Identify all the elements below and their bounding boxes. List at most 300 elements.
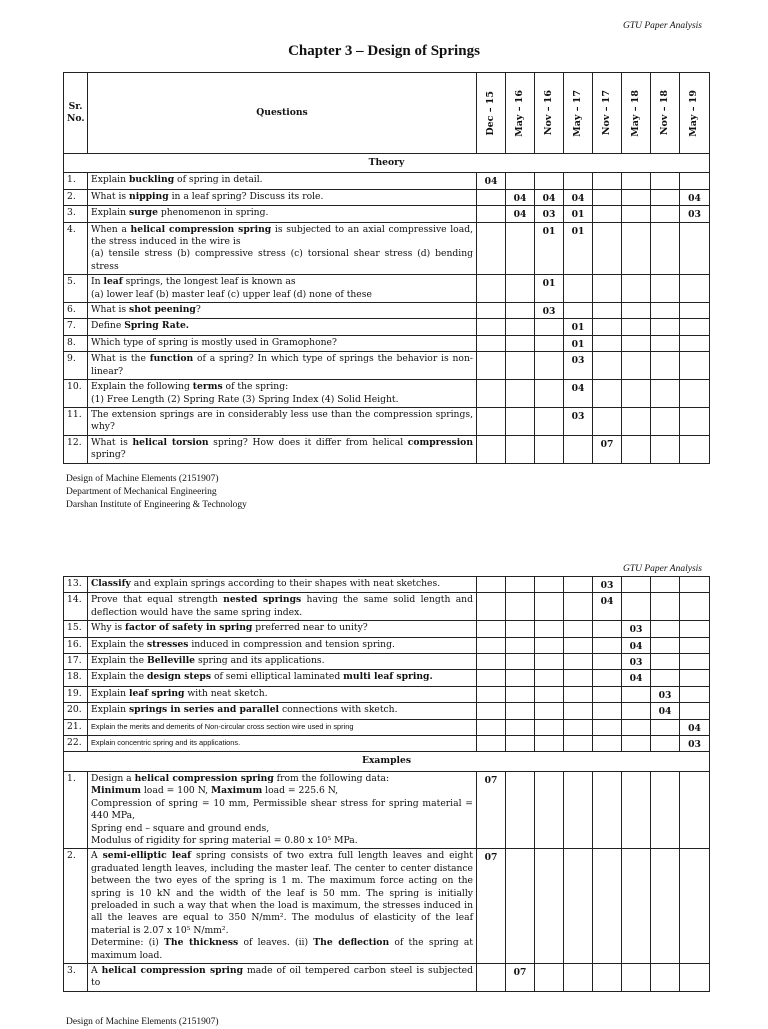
question-keyword: multi leaf spring.: [343, 671, 433, 683]
marks-cell: [651, 319, 680, 335]
marks-cell: [622, 577, 651, 593]
marks-cell: [680, 319, 710, 335]
marks-cell: [477, 736, 506, 752]
marks-cell: [680, 275, 710, 303]
marks-cell: [593, 407, 622, 435]
exam-header: Nov – 18: [651, 73, 680, 154]
table-header-row: [64, 73, 710, 154]
marks-cell: [680, 686, 710, 702]
marks-cell: [593, 189, 622, 205]
marks-cell: [564, 593, 593, 621]
question-fragment: springs, the longest leaf is known as: [122, 276, 296, 288]
marks-cell: [506, 686, 535, 702]
question-fragment: Explain: [91, 687, 129, 699]
question-text: [88, 736, 477, 752]
table-row: [64, 407, 710, 435]
question-fragment: made of oil tempered carbon steel is subjected to: [91, 964, 473, 989]
question-fragment: Why is: [91, 622, 126, 634]
marks-cell: [506, 222, 535, 275]
marks-cell: [622, 771, 651, 848]
marks-cell: 04: [506, 206, 535, 222]
marks-cell: 04: [622, 637, 651, 653]
question-keyword: Classify: [91, 578, 131, 589]
marks-cell: 03: [622, 621, 651, 637]
marks-cell: [535, 654, 564, 670]
marks-cell: 04: [535, 189, 564, 205]
marks-cell: [506, 407, 535, 435]
question-text: [88, 222, 477, 275]
question-keyword: leaf spring: [128, 687, 185, 699]
question-text: [88, 303, 477, 319]
exam-header: May – 19: [680, 73, 710, 154]
question-text: [88, 670, 477, 686]
question-text: [88, 380, 477, 408]
footer-course: Design of Machine Elements (2151907): [66, 1017, 219, 1027]
marks-cell: [651, 303, 680, 319]
marks-cell: [564, 621, 593, 637]
marks-cell: [680, 435, 710, 463]
marks-cell: 03: [651, 686, 680, 702]
marks-cell: [535, 173, 564, 189]
marks-cell: [593, 303, 622, 319]
question-fragment: preferred near to unity?: [252, 622, 368, 634]
question-text: [88, 654, 477, 670]
marks-cell: [477, 303, 506, 319]
question-text: [88, 275, 477, 303]
header-label: GTU Paper Analysis: [623, 21, 702, 31]
sr-number: 2.: [64, 849, 88, 964]
question-text: [88, 593, 477, 621]
marks-cell: [477, 335, 506, 351]
question-keyword: buckling: [128, 174, 175, 186]
question-fragment: In: [91, 276, 104, 288]
sr-number: 2.: [64, 189, 88, 205]
table-row: [64, 849, 710, 964]
exam-header: Nov – 16: [535, 73, 564, 154]
marks-cell: [535, 637, 564, 653]
marks-cell: [506, 435, 535, 463]
question-keyword: leaf: [103, 276, 123, 288]
exam-header: Nov – 17: [593, 73, 622, 154]
question-keyword: The thickness: [164, 937, 239, 949]
marks-cell: [564, 670, 593, 686]
footer-course: Design of Machine Elements (2151907): [66, 474, 219, 484]
question-text: [88, 686, 477, 702]
marks-cell: [506, 303, 535, 319]
marks-cell: [506, 736, 535, 752]
marks-cell: [506, 670, 535, 686]
marks-cell: [680, 222, 710, 275]
marks-cell: [622, 352, 651, 380]
table-row: [64, 963, 710, 991]
marks-cell: [622, 335, 651, 351]
question-fragment: connections with sketch.: [279, 704, 398, 716]
table-row: [64, 703, 710, 719]
table-row: [64, 319, 710, 335]
marks-cell: 03: [564, 407, 593, 435]
question-keyword: springs in series and parallel: [128, 704, 280, 716]
question-fragment: What is the: [91, 353, 150, 365]
table-row: [64, 719, 710, 735]
marks-cell: [622, 593, 651, 621]
question-keyword: Minimum: [91, 785, 141, 797]
marks-cell: [477, 380, 506, 408]
marks-cell: [535, 670, 564, 686]
marks-cell: [593, 736, 622, 752]
marks-cell: [506, 275, 535, 303]
marks-cell: [506, 319, 535, 335]
marks-cell: [622, 407, 651, 435]
marks-cell: [651, 189, 680, 205]
question-fragment: with neat sketch.: [184, 687, 268, 699]
marks-cell: [477, 719, 506, 735]
marks-cell: [651, 380, 680, 408]
table-row: [64, 303, 710, 319]
marks-cell: [651, 771, 680, 848]
sr-number: 19.: [64, 686, 88, 702]
marks-cell: [593, 380, 622, 408]
sr-number: 1.: [64, 771, 88, 848]
question-keyword: compression: [407, 436, 473, 448]
marks-cell: [680, 703, 710, 719]
question-fragment: What is: [91, 436, 133, 448]
marks-cell: [622, 303, 651, 319]
sr-number: 14.: [64, 593, 88, 621]
sr-number: 21.: [64, 719, 88, 735]
marks-cell: [535, 335, 564, 351]
marks-cell: [622, 703, 651, 719]
marks-cell: [593, 637, 622, 653]
marks-cell: [622, 435, 651, 463]
marks-cell: [622, 206, 651, 222]
marks-cell: [564, 435, 593, 463]
marks-cell: 03: [593, 577, 622, 593]
question-fragment: of leaves. (ii): [238, 937, 314, 949]
footer: [66, 473, 247, 512]
sr-number: 6.: [64, 303, 88, 319]
marks-cell: 03: [535, 303, 564, 319]
marks-cell: 07: [477, 849, 506, 964]
marks-cell: [535, 577, 564, 593]
sr-number: 9.: [64, 352, 88, 380]
marks-cell: 03: [622, 654, 651, 670]
question-fragment: spring?: [91, 449, 126, 461]
marks-cell: 04: [564, 189, 593, 205]
question-fragment: Design a: [91, 772, 135, 784]
sr-number: 4.: [64, 222, 88, 275]
question-fragment: A: [91, 850, 103, 862]
marks-cell: [622, 736, 651, 752]
question-text: [88, 352, 477, 380]
question-keyword: stresses: [146, 638, 189, 650]
marks-cell: [651, 736, 680, 752]
marks-cell: [564, 686, 593, 702]
marks-cell: [477, 593, 506, 621]
marks-cell: [564, 303, 593, 319]
table-row: [64, 352, 710, 380]
marks-cell: [593, 621, 622, 637]
question-fragment: What is: [91, 190, 130, 202]
marks-cell: [680, 303, 710, 319]
question-fragment: spring and its applications.: [195, 655, 325, 667]
marks-cell: [593, 206, 622, 222]
question-keyword: nested springs: [223, 594, 302, 606]
marks-cell: [506, 352, 535, 380]
question-fragment: of semi elliptical laminated: [211, 671, 344, 683]
marks-cell: [477, 686, 506, 702]
table-row: [64, 189, 710, 205]
table-row: [64, 222, 710, 275]
header-label: GTU Paper Analysis: [623, 564, 702, 574]
question-text: [88, 703, 477, 719]
question-text: [88, 771, 477, 848]
questions-table: [63, 72, 710, 464]
marks-cell: [593, 335, 622, 351]
marks-cell: [680, 963, 710, 991]
marks-cell: [593, 352, 622, 380]
question-keyword: Belleville: [146, 655, 196, 667]
question-text: [88, 637, 477, 653]
sr-number: 16.: [64, 637, 88, 653]
marks-cell: [535, 593, 564, 621]
marks-cell: [651, 577, 680, 593]
question-fragment: Determine: (i): [91, 937, 165, 949]
marks-cell: [535, 686, 564, 702]
question-fragment: induced in compression and tension spring.: [188, 638, 395, 650]
question-fragment: Compression of spring = 10 mm, Permissible shear stress for spring material = 440 MPa,: [91, 797, 473, 822]
marks-cell: [564, 275, 593, 303]
marks-cell: [506, 173, 535, 189]
question-text: [88, 963, 477, 991]
marks-cell: [593, 703, 622, 719]
question-fragment: of the spring at maximum load.: [91, 937, 474, 961]
marks-cell: 01: [564, 319, 593, 335]
marks-cell: [680, 593, 710, 621]
marks-cell: 04: [506, 189, 535, 205]
question-fragment: (a) lower leaf (b) master leaf (c) upper leaf (d) none of these: [91, 288, 372, 300]
marks-cell: [680, 670, 710, 686]
sr-number: 22.: [64, 736, 88, 752]
question-text: [88, 435, 477, 463]
question-fragment: load = 100 N,: [140, 785, 211, 797]
marks-cell: 01: [535, 222, 564, 275]
marks-cell: [680, 407, 710, 435]
marks-cell: 03: [535, 206, 564, 222]
sr-number: 1.: [64, 173, 88, 189]
question-fragment: Define: [91, 320, 125, 332]
marks-cell: [477, 577, 506, 593]
marks-cell: [651, 352, 680, 380]
marks-cell: [477, 654, 506, 670]
marks-cell: [506, 593, 535, 621]
marks-cell: [593, 963, 622, 991]
marks-cell: [535, 380, 564, 408]
marks-cell: [680, 577, 710, 593]
marks-cell: 07: [477, 771, 506, 848]
marks-cell: 03: [564, 352, 593, 380]
table-row: [64, 577, 710, 593]
marks-cell: [535, 963, 564, 991]
marks-cell: [477, 963, 506, 991]
marks-cell: [535, 407, 564, 435]
marks-cell: [593, 771, 622, 848]
marks-cell: [477, 637, 506, 653]
table-row: [64, 637, 710, 653]
marks-cell: [535, 703, 564, 719]
marks-cell: [477, 352, 506, 380]
marks-cell: [535, 435, 564, 463]
exam-header: May – 18: [622, 73, 651, 154]
page-title: Chapter 3 – Design of Springs: [288, 43, 480, 59]
question-text: [88, 849, 477, 964]
marks-cell: 04: [622, 670, 651, 686]
table-row: [64, 593, 710, 621]
table-row: [64, 173, 710, 189]
marks-cell: [680, 380, 710, 408]
marks-cell: 03: [680, 736, 710, 752]
marks-cell: [680, 654, 710, 670]
question-text: [88, 719, 477, 735]
footer: [66, 1016, 219, 1029]
marks-cell: [680, 621, 710, 637]
marks-cell: [564, 963, 593, 991]
marks-cell: [535, 719, 564, 735]
question-fragment: (a) tensile stress (b) compressive stress (c) torsional shear stress (d) bending stress: [91, 248, 473, 272]
marks-cell: [506, 577, 535, 593]
question-text: [88, 173, 477, 189]
marks-cell: [651, 654, 680, 670]
table-row: [64, 771, 710, 848]
marks-cell: [593, 719, 622, 735]
marks-cell: [535, 736, 564, 752]
marks-cell: [593, 686, 622, 702]
marks-cell: [535, 352, 564, 380]
marks-cell: [564, 577, 593, 593]
question-keyword: The deflection: [313, 937, 390, 949]
marks-cell: [622, 319, 651, 335]
question-keyword: factor of safety in spring: [125, 622, 253, 634]
question-fragment: spring? How does it differ from helical: [208, 436, 408, 448]
sr-number: 11.: [64, 407, 88, 435]
marks-cell: [651, 173, 680, 189]
marks-cell: [651, 435, 680, 463]
questions-header: Questions: [88, 73, 477, 154]
question-fragment: from the following data:: [273, 772, 390, 784]
marks-cell: [564, 771, 593, 848]
question-fragment: in a leaf spring? Discuss its role.: [168, 190, 324, 202]
marks-cell: 01: [564, 206, 593, 222]
marks-cell: [477, 703, 506, 719]
marks-cell: [593, 275, 622, 303]
marks-cell: [622, 963, 651, 991]
question-keyword: helical torsion: [132, 436, 209, 448]
exam-header: May – 17: [564, 73, 593, 154]
marks-cell: [535, 771, 564, 848]
marks-cell: [622, 849, 651, 964]
question-keyword: terms: [192, 381, 223, 393]
marks-cell: [477, 621, 506, 637]
question-text: [88, 577, 477, 593]
marks-cell: [680, 173, 710, 189]
question-fragment: Explain concentric spring and its applications.: [91, 738, 241, 748]
question-fragment: Explain the merits and demerits of Non-circular cross section wire used in spring: [91, 721, 354, 731]
marks-cell: [477, 319, 506, 335]
marks-cell: [593, 222, 622, 275]
marks-cell: 04: [680, 189, 710, 205]
question-fragment: Explain the: [91, 655, 147, 667]
marks-cell: [477, 222, 506, 275]
table-row: [64, 206, 710, 222]
marks-cell: [651, 849, 680, 964]
marks-cell: [680, 335, 710, 351]
marks-cell: [651, 407, 680, 435]
section-theory: Theory: [64, 154, 710, 173]
question-fragment: load = 225.6 N,: [262, 785, 339, 797]
marks-cell: [651, 621, 680, 637]
exam-header: Dec – 15: [477, 73, 506, 154]
marks-cell: [564, 637, 593, 653]
marks-cell: [564, 654, 593, 670]
section-examples: Examples: [64, 752, 710, 771]
marks-cell: [651, 593, 680, 621]
questions-table-continued: [63, 576, 710, 992]
question-fragment: and explain springs according to their shapes with neat sketches.: [130, 578, 441, 589]
sr-number: 3.: [64, 963, 88, 991]
marks-cell: [680, 352, 710, 380]
marks-cell: 04: [564, 380, 593, 408]
question-fragment: having the same solid length and deflection would have the same spring index.: [91, 594, 473, 618]
question-keyword: semi-elliptic leaf: [102, 850, 192, 862]
question-fragment: The extension springs are in considerably less use than the compression springs, why?: [91, 408, 473, 433]
marks-cell: [593, 670, 622, 686]
marks-cell: [622, 686, 651, 702]
question-keyword: helical compression spring: [130, 223, 272, 235]
marks-cell: [564, 173, 593, 189]
marks-cell: [477, 189, 506, 205]
marks-cell: [506, 654, 535, 670]
marks-cell: [622, 173, 651, 189]
marks-cell: [593, 654, 622, 670]
marks-cell: [680, 849, 710, 964]
question-fragment: phenomenon in spring.: [157, 207, 269, 219]
marks-cell: [506, 380, 535, 408]
marks-cell: [506, 335, 535, 351]
question-fragment: Explain: [91, 207, 129, 219]
marks-cell: [622, 222, 651, 275]
question-fragment: When a: [91, 223, 131, 235]
marks-cell: [506, 703, 535, 719]
sr-number: 12.: [64, 435, 88, 463]
sr-number: 8.: [64, 335, 88, 351]
question-keyword: nipping: [129, 190, 169, 202]
marks-cell: [477, 670, 506, 686]
marks-cell: [651, 637, 680, 653]
question-fragment: Spring end – square and ground ends,: [91, 822, 270, 834]
table-row: [64, 335, 710, 351]
marks-cell: 07: [593, 435, 622, 463]
marks-cell: [651, 963, 680, 991]
marks-cell: [651, 206, 680, 222]
question-text: [88, 335, 477, 351]
question-fragment: (1) Free Length (2) Spring Rate (3) Spring Index (4) Solid Height.: [91, 393, 399, 405]
marks-cell: [506, 719, 535, 735]
marks-cell: [593, 849, 622, 964]
table-row: [64, 275, 710, 303]
marks-cell: 04: [680, 719, 710, 735]
question-fragment: spring consists of two extra full length leaves and eight graduated length leaves, including the master leaf. The center to center distance between the two eyes of the spring is 1 m. The maximum force acting on the spring is 10 kN and the width of the leaf is 50 mm. The spring is initially preloaded in such a way that when the load is maximum, the stresses induced in all the leaves are equal to 350 N/mm². The modulus of elasticity of the leaf material is 2.07 x 10⁵ N/mm².: [91, 850, 473, 936]
sr-number: 17.: [64, 654, 88, 670]
question-keyword: function: [149, 353, 194, 365]
